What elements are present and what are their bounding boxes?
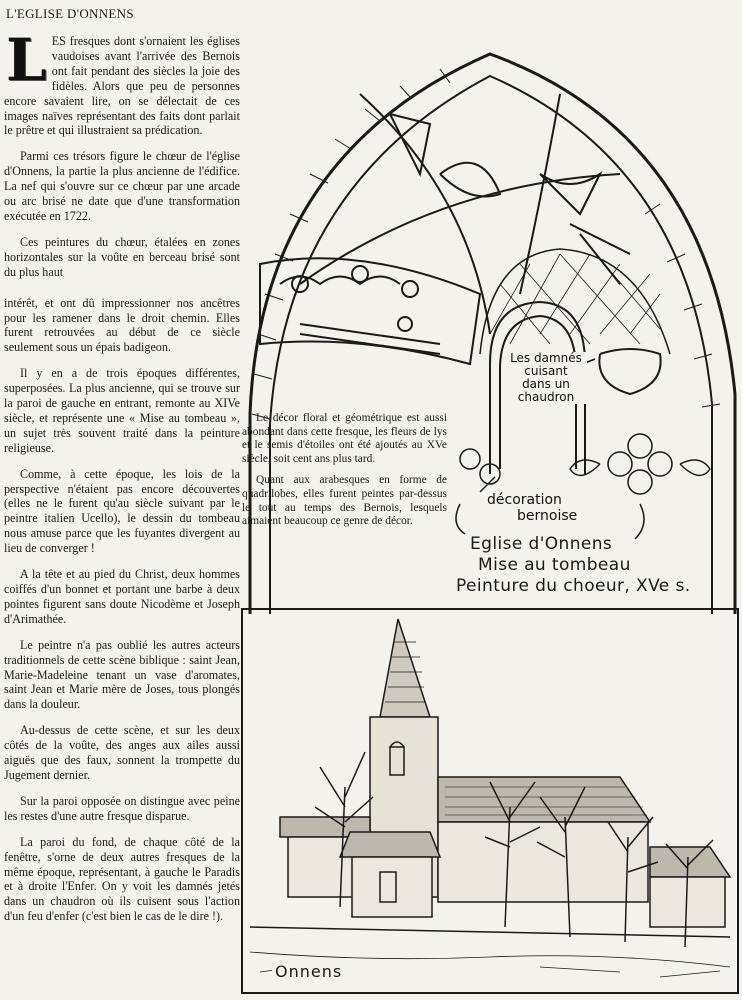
paragraph-11: La paroi du fond, de chaque côté de la fenêtre, s'orne de deux autres fresques de la même époque, représentant, à gauche le Paradis et à droite l'Enfer. On y voit les damnés jetés dans un chaudron où ils cuisent sous l'action d'un feu d'enfer (c'est bien le cas de le dire !). [4, 834, 240, 924]
paragraph-6: Comme, à cette époque, les lois de la perspective n'étaient pas encore découvertes (elles ne le furent qu'au siècle suivant par le peintre italien Ucello), le dessin du tombeau nous amuse parce que les fuyantes divergent au lieu de converger ! [4, 466, 240, 556]
paragraph-4: intérêt, et ont dû impressionner nos ancêtres pour les ramener dans le droit chemin. Elles furent retrouvées au début de ce siècle seulement sous un épais badigeon. [4, 295, 240, 355]
caption-paragraph-2: Quant aux arabesques en forme de quadrilobes, elles furent peintes par-dessus le tout au temps des Bernois, lesquels aimaient beaucoup ce genre de décor. [242, 474, 447, 528]
fresco-title: Eglise d'Onnens Mise au tombeau Peinture du choeur, XVe s. [456, 534, 691, 596]
caption-paragraph-1: Le décor floral et géométrique est aussi abondant dans cette fresque, les fleurs de lys et le semis d'étoiles ont été ajoutés au XVe siècle, soit cent ans plus tard. [242, 412, 447, 465]
fresco-caption [242, 412, 447, 537]
church-label: Onnens [272, 962, 345, 981]
article-text [4, 26, 240, 935]
paragraph-9: Au-dessus de cette scène, et sur les deux côtés de la voûte, des anges aux ailes aussi aiguës que des faux, sonnent la trompette du Jugement dernier. [4, 723, 240, 782]
paragraph-7: A la tête et au pied du Christ, deux hommes coiffés d'un bonnet et portant une barbe à deux pointes figurent sans doute Nicodème et Joseph d'Arimathée. [4, 567, 240, 626]
paragraph-10: Sur la paroi opposée on distingue avec peine les restes d'une autre fresque disparue. [4, 793, 240, 823]
paragraph-1: LES fresques dont s'ornaient les églises vaudoises avant l'arrivée des Bernois ont fait pendant des siècles la joie des fidèles. Alors que peu de personnes encore savaient lire, on se délectait de ces images naïves représentant des faits dont parlait le prêtre et qui illustraient sa prédication. [4, 26, 240, 138]
page-header: L'EGLISE D'ONNENS [6, 6, 134, 21]
annotation-damned: Les damnés cuisant dans un chaudron [505, 352, 587, 404]
drop-cap: L [6, 26, 47, 94]
church-illustration [240, 607, 740, 995]
paragraph-2: Parmi ces trésors figure le chœur de l'église d'Onnens, la partie la plus ancienne de l'édifice. La nef qui s'ouvre sur ce chœur par une arcade ou arc brisé ne date que d'une transformation exécutée en 1722. [4, 149, 240, 223]
paragraph-3: Ces peintures du chœur, étalées en zones horizontales sur la voûte en berceau brisé sont du plus haut [4, 234, 240, 279]
paragraph-5: Il y en a de trois époques différentes, superposées. La plus ancienne, qui se trouve sur la paroi de gauche en entrant, remonte au XIVe siècle, et représente une « Mise au tombeau », un sujet très souvent traité dans la peinture religieuse. [4, 366, 240, 455]
paragraph-8: Le peintre n'a pas oublié les autres acteurs traditionnels de cette scène biblique : saint Jean, Marie-Madeleine tenant un vase d'aromates, saint Jean et Marie mère de Joses, tous plongés dans la douleur. [4, 637, 240, 712]
annotation-decoration: décoration bernoise [487, 492, 578, 524]
